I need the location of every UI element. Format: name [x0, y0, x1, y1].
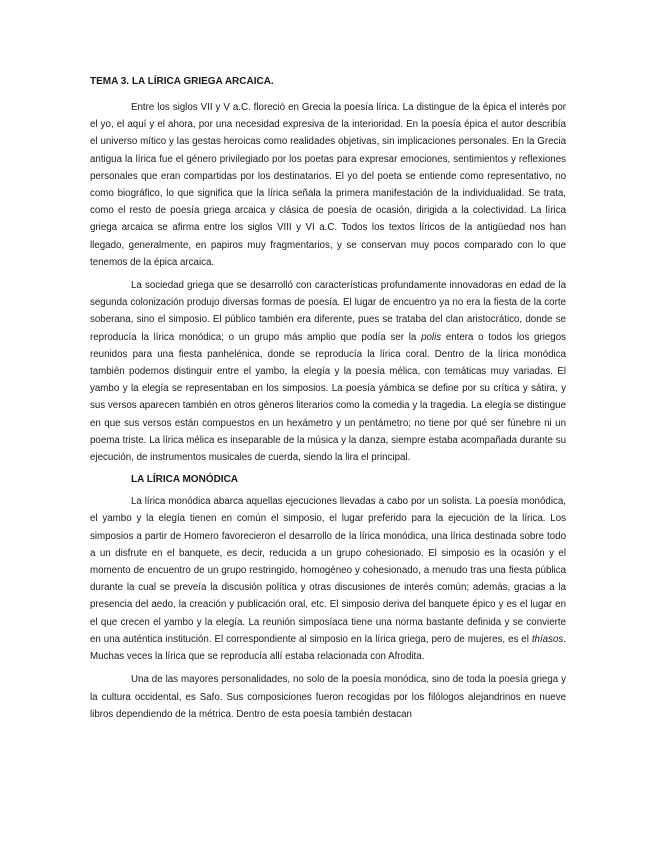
paragraph-monodic-text-b: . Muchas veces la lírica que se reproducía allí estaba relacionada con Afrodita.: [90, 633, 566, 663]
paragraph-society-text-a: La sociedad griega que se desarrolló con características profundamente innovadoras en edad de la segunda colonización produjo diversas formas de poesía. El lugar de encuentro ya no era la fiesta de la corte soberana, sino el simposio. El público también era diferente, pues se trataba del clan aristocrático, donde se reproducía la lírica monódica; o un grupo más amplio que podía ser la: [90, 280, 566, 343]
paragraph-intro-text: Entre los siglos VII y V a.C. floreció en Grecia la poesía lírica. La distingue de la épica el interés por el yo, el aquí y el ahora, por una necesidad expresiva de la interioridad. En la poesía épica el autor describía el universo mítico y las gestas heroicas como realidades objetivas, sin implicaciones personales. En la Grecia antigua la lírica fue el género privilegiado por los poetas para expresar emociones, sentimientos y reflexiones personales que eran compartidas por los destinatarios. El yo del poeta se entiende como representativo, no como biográfico, lo que significa que la lírica señala la primera manifestación de la individualidad. Se trata, como el resto de poesía griega arcaica y clásica de poesía de ocasión, dirigida a la colectividad. La lírica griega arcaica se afirma entre los siglos VIII y VI a.C. Todos los textos líricos de la antigüedad nos han llegado, generalmente, en papiros muy fragmentarios, y se conservan muy pocos comparado con lo que tenemos de la épica arcaica.: [90, 102, 566, 268]
document-body: [90, 74, 566, 729]
paragraph-monodic-emphasis: thíasos: [531, 633, 564, 645]
paragraph-safo: [90, 671, 566, 723]
paragraph-society-text-b: entera o todos los griegos reunidos para una fiesta panhelénica, donde se reproducía la lírica coral. Dentro de la lírica monódica también podemos distinguir entre el yambo, la elegía y la poesía mélica, con temáticas muy variadas. El yambo y la elegía se representaban en los simposios. La poesía yámbica se define por su crítica y sátira, y sus versos aparecen también en otros géneros literarios como la comedia y la tragedia. La elegía se distingue en que sus versos están compuestos en un hexámetro y un pentámetro; no tiene por qué ser fúnebre ni un poema triste. La lírica mélica es inseparable de la música y la danza, siempre estaba acompañada durante su ejecución, de instrumentos musicales de cuerda, siendo la lira el principal.: [90, 331, 567, 464]
paragraph-monodic: [90, 493, 566, 665]
paragraph-safo-text: Una de las mayores personalidades, no solo de la poesía monódica, sino de toda la poesía griega y la cultura occidental, es Safo. Sus composiciones fueron recogidas por los filólogos alejandrinos en nueve libros dependiendo de la métrica. Dentro de esta poesía también destacan: [90, 674, 566, 720]
paragraph-society: [90, 277, 566, 466]
paragraph-society-emphasis: polis: [421, 331, 442, 343]
section-heading-monodic: LA LÍRICA MONÓDICA: [131, 474, 239, 486]
paragraph-monodic-text-a: La lírica monódica abarca aquellas ejecuciones llevadas a cabo por un solista. La poesía monódica, el yambo y la elegía tienen en común el simposio, el lugar preferido para la ejecución de la lírica. Los simposios a partir de Homero favorecieron el desarrollo de la lírica monódica, una lírica destinada sobre todo a un disfrute en el banquete, es decir, reducida a un grupo cohesionado. El simposio es la ocasión y el momento de encuentro de un grupo restringido, homogéneo y cohesionado, a menudo tras una fiesta pública durante la cual se preveía la discusión política y otras discusiones de interés común; además, gracias a la presencia del aedo, la creación y publicación oral, etc. El simposio deriva del banquete épico y es el lugar en el que crecen el yambo y la elegía. La reunión simposíaca tiene una norma bastante definida y se convierte en una auténtica institución. El correspondiente al simposio en la lírica griega, pero de mujeres, es el: [90, 496, 566, 645]
paragraph-intro: [90, 99, 566, 271]
document-title: TEMA 3. LA LÍRICA GRIEGA ARCAICA.: [90, 76, 274, 87]
